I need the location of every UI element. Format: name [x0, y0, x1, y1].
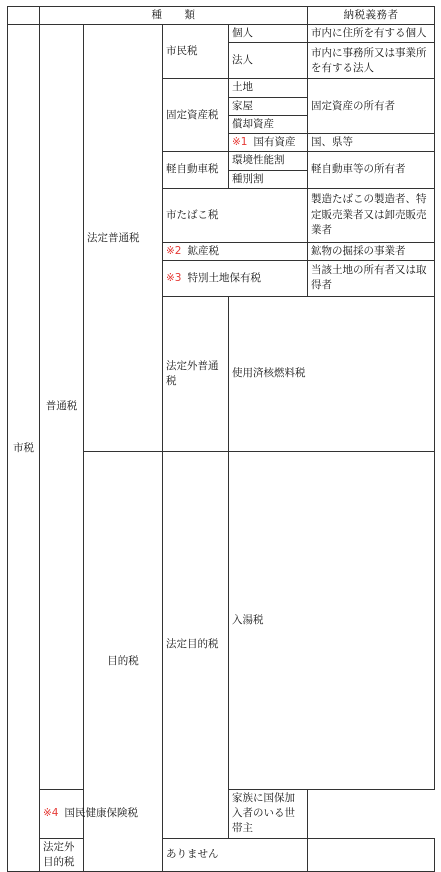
env-performance-label: 環境性能割 — [229, 152, 308, 170]
type-header: 種 類 — [40, 7, 308, 25]
light-vehicle-tax-payer: 軽自動車等の所有者 — [308, 152, 435, 188]
individual-label: 個人 — [229, 25, 308, 43]
special-land-tax-payer: 当該土地の所有者又は取得者 — [308, 260, 435, 296]
tobacco-tax-label: 市たばこ税 — [163, 188, 308, 242]
municipal-tax-label: 市民税 — [163, 25, 229, 79]
depreciable-assets-label: 償却資産 — [229, 115, 308, 133]
land-label: 土地 — [229, 79, 308, 97]
purpose-tax-label: 目的税 — [84, 452, 163, 872]
note-marker-2: ※2 — [166, 244, 182, 257]
mine-tax-cell — [163, 242, 308, 260]
city-tax-label: 市税 — [8, 25, 40, 872]
nhi-tax-payer: 家族に国保加入者のいる世帯主 — [229, 789, 308, 838]
tobacco-tax-payer: 製造たばこの製造者、特定販売業者又は卸売販売業者 — [308, 188, 435, 242]
mine-tax-label: 鉱産税 — [187, 244, 219, 257]
statutory-ordinary-label: 法定普通税 — [84, 25, 163, 452]
corner-cell — [8, 7, 40, 25]
header-row — [8, 7, 435, 25]
state-assets-cell — [229, 134, 308, 152]
note-marker-4: ※4 — [43, 807, 59, 820]
bathing-tax-label: 入湯税 — [229, 452, 435, 790]
spent-fuel-tax-label: 使用済核燃料税 — [229, 296, 435, 451]
special-land-tax-cell — [163, 260, 308, 296]
non-statutory-purpose-payer — [308, 838, 435, 871]
property-tax-payer: 固定資産の所有者 — [308, 79, 435, 134]
non-statutory-ordinary-label: 法定外普通税 — [163, 296, 229, 451]
nhi-tax-label: 国民健康保険税 — [64, 807, 138, 820]
mine-tax-payer: 鉱物の掘採の事業者 — [308, 242, 435, 260]
note-marker-1: ※1 — [232, 136, 248, 149]
corporate-label: 法人 — [229, 43, 308, 79]
statutory-purpose-label: 法定目的税 — [163, 452, 229, 838]
table-row — [8, 25, 435, 43]
state-assets-label: 国有資産 — [253, 136, 296, 149]
individual-payer: 市内に住所を有する個人 — [308, 25, 435, 43]
nhi-tax-cell — [40, 789, 163, 838]
type-based-label: 種別割 — [229, 170, 308, 188]
non-statutory-purpose-label: 法定外目的税 — [40, 838, 84, 871]
corporate-payer: 市内に事務所又は事業所を有する法人 — [308, 43, 435, 79]
ordinary-tax-label: 普通税 — [40, 25, 84, 790]
note-marker-3: ※3 — [166, 271, 182, 284]
table-row — [8, 838, 435, 871]
non-statutory-purpose-value: ありません — [163, 838, 308, 871]
payer-header: 納税義務者 — [308, 7, 435, 25]
city-tax-table — [7, 6, 435, 872]
tax-table-container — [7, 6, 435, 872]
special-land-tax-label: 特別土地保有税 — [187, 271, 261, 284]
state-assets-payer: 国、県等 — [308, 134, 435, 152]
house-label: 家屋 — [229, 97, 308, 115]
light-vehicle-tax-label: 軽自動車税 — [163, 152, 229, 188]
property-tax-label: 固定資産税 — [163, 79, 229, 152]
